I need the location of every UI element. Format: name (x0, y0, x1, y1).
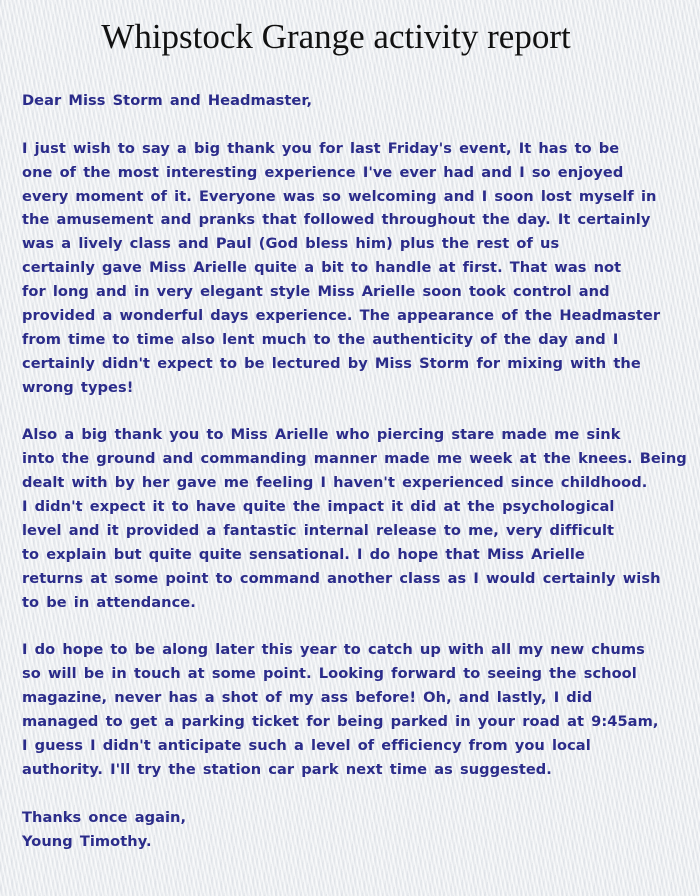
letter-line: was a lively class and Paul (God bless him) plus the rest of us (22, 235, 560, 253)
letter-line: magazine, never has a shot of my ass before! Oh, and lastly, I did (22, 689, 593, 707)
letter-line: I didn't expect it to have quite the impact it did at the psychological (22, 498, 615, 516)
letter-line: certainly didn't expect to be lectured by Miss Storm for mixing with the (22, 354, 641, 372)
letter-line: provided a wonderful days experience. The appearance of the Headmaster (22, 307, 661, 325)
letter-line: I do hope to be along later this year to catch up with all my new chums (22, 641, 645, 659)
letter-line: to be in attendance. (22, 593, 196, 611)
paragraph-spacer (22, 782, 692, 806)
letter-line: I just wish to say a big thank you for last Friday's event, It has to be (22, 139, 620, 157)
letter-line: the amusement and pranks that followed throughout the day. It certainly (22, 211, 651, 229)
letter-line: I guess I didn't anticipate such a level of efficiency from you local (22, 737, 591, 755)
letter-line: from time to time also lent much to the authenticity of the day and I (22, 330, 619, 348)
letter-line: so will be in touch at some point. Looking forward to seeing the school (22, 665, 637, 683)
salutation: Dear Miss Storm and Headmaster, (22, 92, 313, 109)
letter-line: certainly gave Miss Arielle quite a bit to handle at first. That was not (22, 259, 622, 277)
letter-line: Also a big thank you to Miss Arielle who piercing stare made me sink (22, 426, 621, 444)
letter-line: one of the most interesting experience I've ever had and I so enjoyed (22, 163, 624, 181)
letter-line: returns at some point to command another class as I would certainly wish (22, 569, 661, 587)
letter-line: authority. I'll try the station car park next time as suggested. (22, 760, 552, 778)
letter-body (22, 89, 692, 854)
paragraph-spacer (22, 615, 692, 639)
paragraph-2 (22, 423, 692, 614)
paragraph-3 (22, 638, 692, 781)
paragraph-spacer (22, 113, 692, 137)
closing: Thanks once again, (22, 808, 187, 826)
paragraph-1 (22, 137, 692, 400)
letter-line: every moment of it. Everyone was so welcoming and I soon lost myself in (22, 187, 657, 205)
letter-line: managed to get a parking ticket for being parked in your road at 9:45am, (22, 713, 659, 731)
page-title: Whipstock Grange activity report (101, 17, 571, 56)
letter-line: into the ground and commanding manner made me week at the knees. Being (22, 450, 687, 468)
letter-line: wrong types! (22, 378, 134, 396)
signature: Young Timothy. (22, 832, 152, 850)
letter-line: to explain but quite quite sensational. I do hope that Miss Arielle (22, 545, 585, 563)
letter-line: level and it provided a fantastic internal release to me, very difficult (22, 522, 615, 540)
letter-line: dealt with by her gave me feeling I haven't experienced since childhood. (22, 474, 648, 492)
letter-line: for long and in very elegant style Miss Arielle soon took control and (22, 283, 610, 301)
paragraph-spacer (22, 400, 692, 424)
